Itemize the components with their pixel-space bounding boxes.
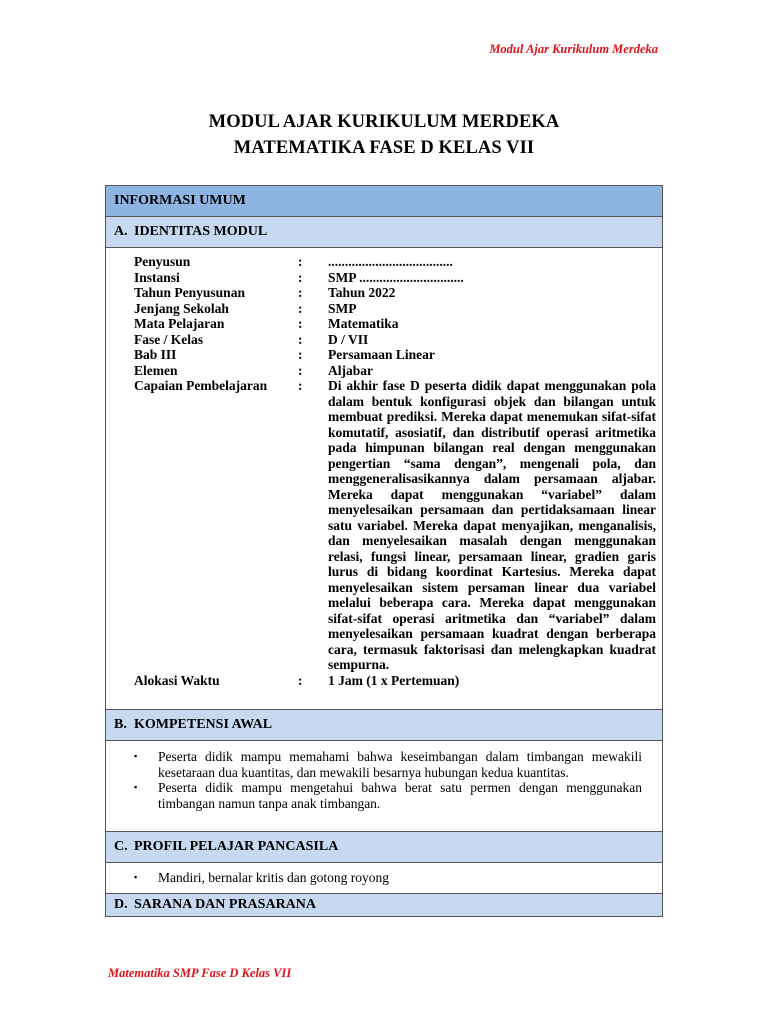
document-title: MODUL AJAR KURIKULUM MERDEKA bbox=[208, 112, 560, 132]
identitas-value: SMP ............................... bbox=[328, 269, 464, 285]
identitas-value: Aljabar bbox=[328, 362, 373, 378]
identitas-label: Mata Pelajaran bbox=[134, 316, 225, 331]
identitas-row-jenjang bbox=[134, 301, 656, 317]
section-a-header bbox=[106, 217, 662, 248]
identitas-colon: : bbox=[298, 362, 303, 378]
identitas-value: Persamaan Linear bbox=[328, 347, 435, 362]
identitas-value: Di akhir fase D peserta didik dapat menggunakan pola dalam bentuk konfigurasi objek dan bilangan untuk membuat prediksi. Mereka dapat menemukan sifat-sifat komutatif, asosiatif, dan distributif operasi aritmetika pada himpunan bilangan real dengan menggunakan pengertian “sama dengan”, mengenali pola, dan menggeneralisasikannya dalam persamaan aljabar. Mereka dapat menggunakan “variabel” dalam menyelesaikan persamaan dan pertidaksamaan linear satu variabel. Mereka dapat menyajikan, menganalisis, dan menyelesaikan masalah dengan menggunakan relasi, fungsi linear, persamaan linear, gradien garis lurus di bidang koordinat Kartesius. Mereka dapat menyelesaikan sistem persaman linear dua variabel melalui beberapa cara. Mereka dapat menggunakan sifat-sifat operasi aritmetika dan “variabel” dalam menyelesaikan persamaan kuadrat dengan berberapa cara, termasuk faktorisasi dan melengkapkan kuadrat sempurna. bbox=[328, 378, 656, 672]
identitas-label: Jenjang Sekolah bbox=[134, 300, 229, 316]
identitas-colon: : bbox=[298, 316, 303, 331]
section-c-letter: C. bbox=[114, 839, 128, 854]
footer-note: Matematika SMP Fase D Kelas VII bbox=[108, 966, 292, 980]
identitas-colon: : bbox=[298, 269, 303, 285]
section-d-header bbox=[106, 894, 662, 916]
identitas-row-capaian bbox=[134, 378, 656, 673]
section-b-letter: B. bbox=[114, 717, 127, 732]
list-item bbox=[134, 870, 642, 886]
list-item-text: Mandiri, bernalar kritis dan gotong royong bbox=[158, 870, 389, 885]
section-b-header bbox=[106, 710, 662, 741]
identitas-value: D / VII bbox=[328, 331, 369, 347]
identitas-row-penyusun bbox=[134, 254, 656, 270]
identitas-row-bab bbox=[134, 347, 656, 363]
identitas-colon: : bbox=[298, 331, 303, 347]
module-info-table bbox=[105, 185, 663, 917]
identitas-value: Matematika bbox=[328, 316, 399, 331]
identitas-label: Alokasi Waktu bbox=[134, 672, 220, 688]
identitas-label: Capaian Pembelajaran bbox=[134, 378, 268, 393]
section-d-title: SARANA DAN PRASARANA bbox=[134, 897, 317, 912]
identitas-label: Elemen bbox=[134, 362, 178, 378]
identitas-modul-cell bbox=[106, 248, 662, 710]
list-item bbox=[134, 780, 642, 811]
identitas-value: SMP bbox=[328, 300, 357, 316]
bullet-icon: ▪ bbox=[134, 872, 138, 882]
identitas-value: 1 Jam (1 x Pertemuan) bbox=[328, 672, 460, 688]
section-c-header bbox=[106, 832, 662, 863]
identitas-colon: : bbox=[298, 672, 303, 688]
profil-pelajar-cell bbox=[106, 863, 662, 894]
section-a-title: IDENTITAS MODUL bbox=[134, 224, 268, 239]
identitas-row-tahun bbox=[134, 285, 656, 301]
identitas-value: ..................................... bbox=[328, 254, 453, 269]
identitas-row-fase bbox=[134, 332, 656, 348]
section-c-title: PROFIL PELAJAR PANCASILA bbox=[134, 839, 339, 854]
identitas-label: Bab III bbox=[134, 347, 177, 362]
bullet-icon: ▪ bbox=[134, 782, 138, 792]
header-note: Modul Ajar Kurikulum Merdeka bbox=[489, 42, 658, 56]
section-b-title: KOMPETENSI AWAL bbox=[134, 717, 273, 732]
identitas-row-elemen bbox=[134, 363, 656, 379]
section-d-letter: D. bbox=[114, 897, 128, 912]
list-item-text: Peserta didik mampu mengetahui bahwa berat satu permen dengan menggunakan timbangan namun tanpa anak timbangan. bbox=[158, 780, 642, 811]
identitas-label: Tahun Penyusunan bbox=[134, 285, 245, 300]
identitas-colon: : bbox=[298, 254, 303, 269]
list-item bbox=[134, 749, 642, 780]
identitas-label: Fase / Kelas bbox=[134, 331, 203, 347]
informasi-umum-header bbox=[106, 186, 662, 217]
identitas-row-instansi bbox=[134, 270, 656, 286]
identitas-row-alokasi bbox=[134, 673, 656, 689]
kompetensi-awal-cell bbox=[106, 741, 662, 832]
identitas-colon: : bbox=[298, 285, 303, 300]
informasi-umum-label: INFORMASI UMUM bbox=[114, 193, 246, 208]
identitas-value: Tahun 2022 bbox=[328, 285, 396, 300]
identitas-colon: : bbox=[298, 347, 303, 362]
identitas-colon: : bbox=[298, 378, 303, 393]
section-a-letter: A. bbox=[114, 224, 128, 239]
identitas-colon: : bbox=[298, 300, 303, 316]
identitas-row-mapel bbox=[134, 316, 656, 332]
identitas-label: Instansi bbox=[134, 269, 180, 285]
list-item-text: Peserta didik mampu memahami bahwa keseimbangan dalam timbangan mewakili kesetaraan dua kuantitas, dan mewakili besarnya hubungan kedua kuantitas. bbox=[158, 749, 642, 780]
document-subtitle: MATEMATIKA FASE D KELAS VII bbox=[233, 138, 535, 158]
identitas-label: Penyusun bbox=[134, 254, 191, 269]
bullet-icon: ▪ bbox=[134, 751, 138, 761]
